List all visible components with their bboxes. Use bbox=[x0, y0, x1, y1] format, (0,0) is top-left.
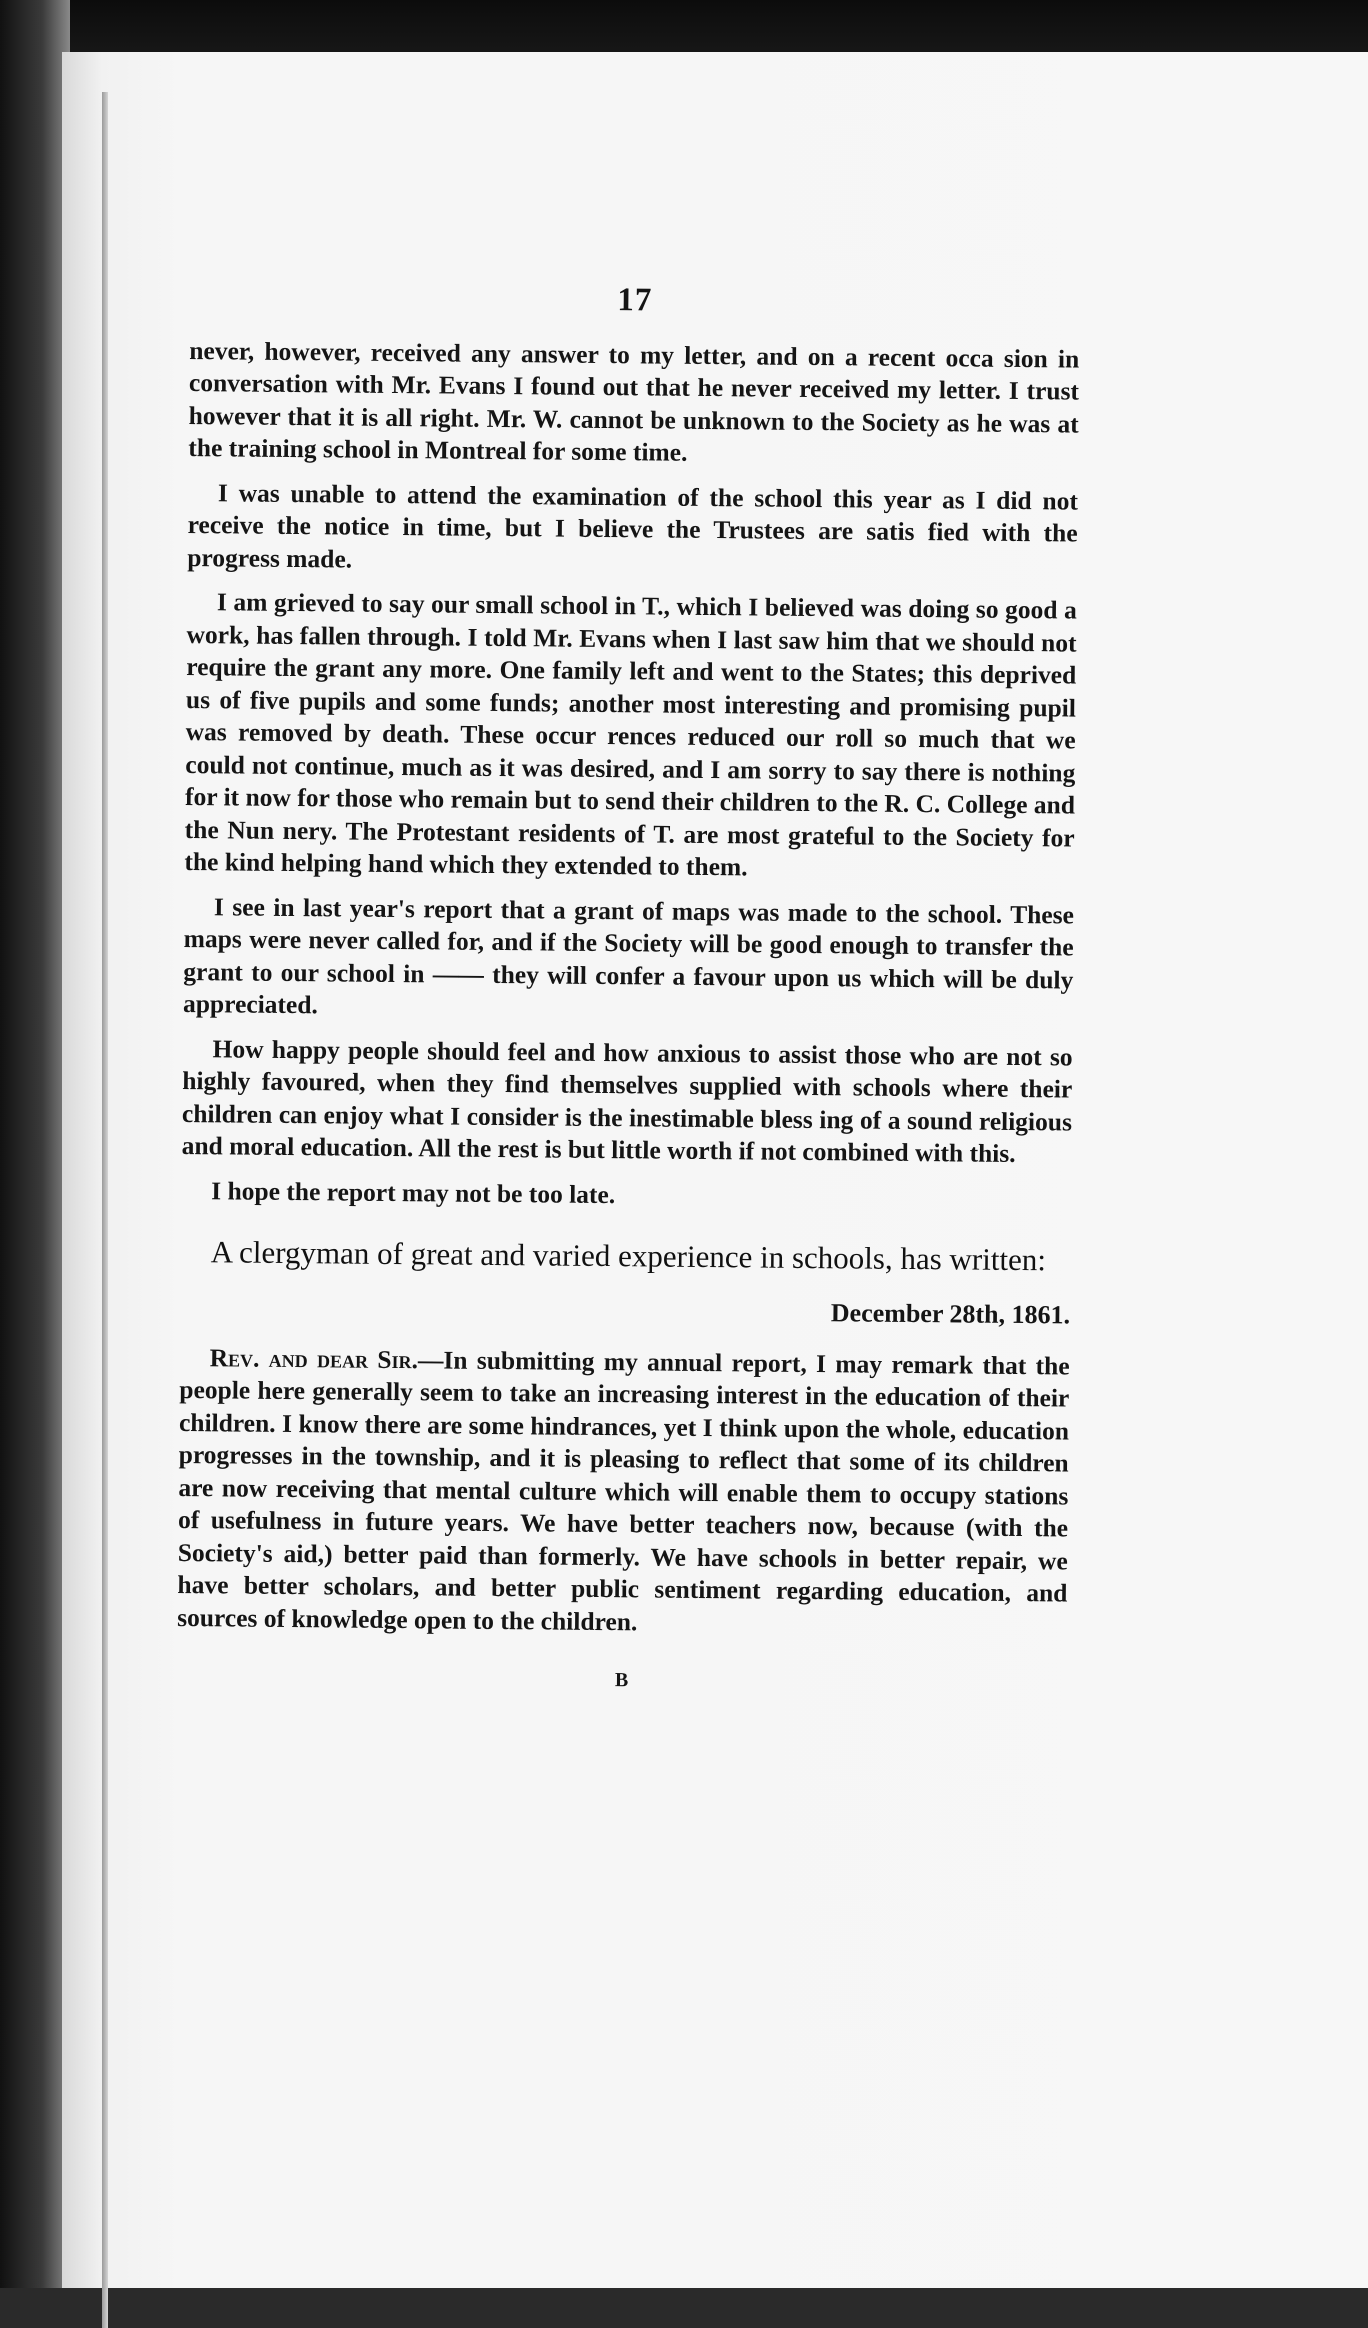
signature-mark: B bbox=[614, 1669, 629, 1692]
letter-body: —In submitting my annual report, I may remark that the people here generally seem to take an increasing interest in the education of their children. I know there are some hindrances, yet I think upon the whole, education progresses in the township, and it is pleasing to reflect that some of its children are now receiving that mental culture which will enable them to occupy stations of usefulness in future years. We have better teachers now, because (with the Society's aid,) better paid than formerly. We have schools in better repair, we have better scholars, and better public sentiment regarding education, and sources of knowledge open to the children. bbox=[177, 1344, 1070, 1636]
paragraph-5: How happy people should feel and how anxious to assist those who are not so highly favoured, when they find themselves supplied with schools where their children can enjoy what I consider is the inestimable bless ing of a sound religious and moral education. All the rest is but little worth if not combined with this. bbox=[181, 1033, 1073, 1168]
page-spine-shadow bbox=[102, 92, 108, 2328]
letter-salutation: Rev. and dear Sir. bbox=[209, 1342, 419, 1374]
page-number: 17 bbox=[617, 282, 653, 319]
paragraph-4: I see in last year's report that a grant of maps was made to the school. These maps were never called for, and if the Society will be good enough to transfer the grant to our school in —— they will confer a favour upon us which will be duly appreciated. bbox=[182, 891, 1075, 1020]
paragraph-2: I was unable to attend the examination of the school this year as I did not receive the notice in time, but I believe the Trustees are satis fied with the progress made. bbox=[187, 477, 1079, 574]
scan-border-left bbox=[0, 0, 70, 2288]
paragraph-1: never, however, received any answer to my letter, and on a recent occa sion in conversation with Mr. Evans I found out that he never received my letter. I trust however that it is all right. Mr. W. cannot be unknown to the Society as he was at the training school in Montreal for some time. bbox=[188, 335, 1080, 467]
page-text-block bbox=[176, 280, 1080, 1701]
letter-paragraph bbox=[177, 1341, 1070, 1642]
paragraph-3: I am grieved to say our small school in T., which I believed was doing so good a work, has fallen through. I told Mr. Evans when I last saw him that we should not require the grant any more. One family left and went to the States; this deprived us of five pupils and some funds; another most interesting and promising pupil was removed by death. These occur rences reduced our roll so much that we could not continue, much as it was desired, and I am sorry to say there is nothing for it now for those who remain but to send their children to the R. C. College and the Nun nery. The Protestant residents of T. are most grateful to the Society for the kind helping hand which they extended to them. bbox=[184, 587, 1078, 882]
paragraph-6: I hope the report may not be too late. bbox=[211, 1175, 616, 1209]
letter-date: December 28th, 1861. bbox=[830, 1298, 1071, 1330]
section-heading: A clergyman of great and varied experience in schools, has written: bbox=[210, 1234, 1047, 1278]
